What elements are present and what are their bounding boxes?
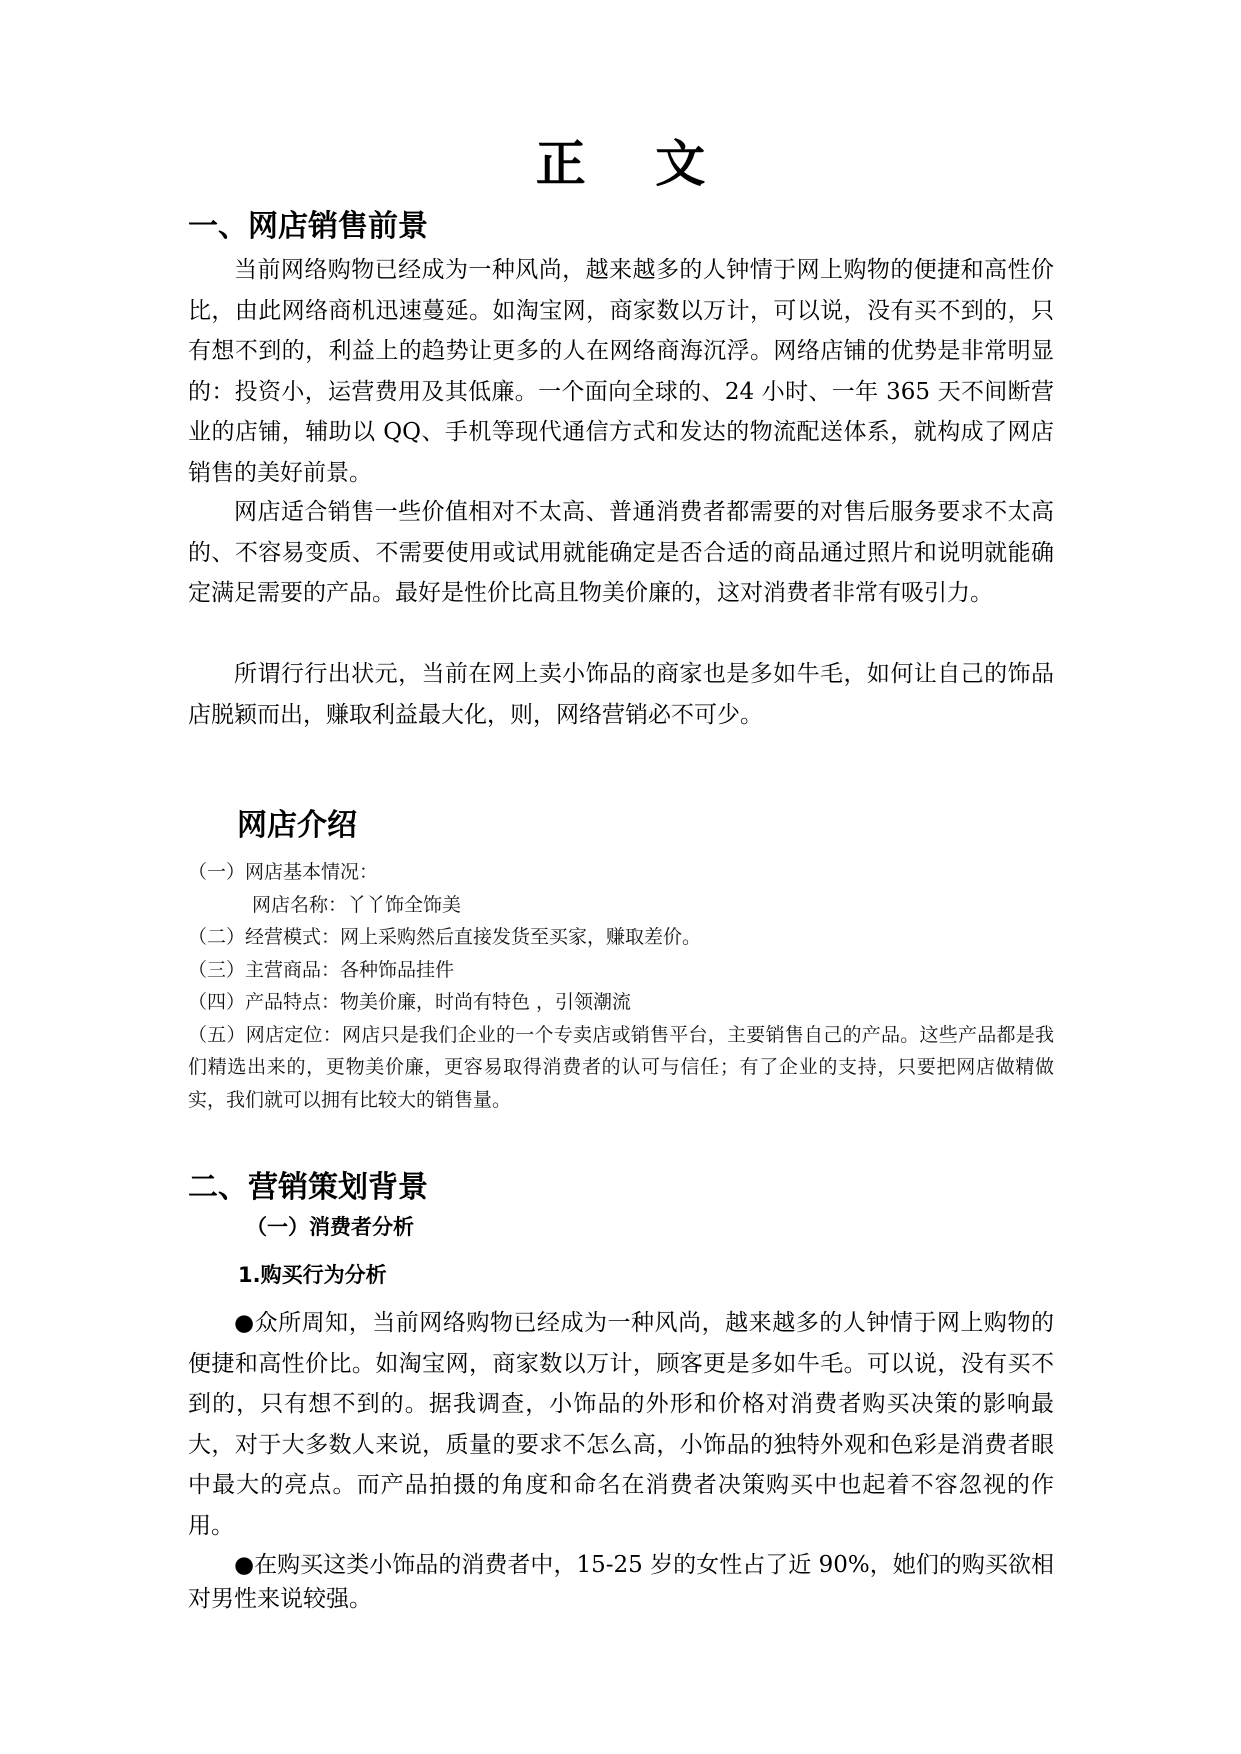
shop-intro-heading: 网店介绍 — [237, 808, 357, 843]
section2-paragraph-2: ●在购买这类小饰品的消费者中，15-25 岁的女性占了近 90%，她们的购买欲相对男性来说较强。 — [188, 1552, 1054, 1612]
shop-info-item: （一）网店基本情况： — [188, 861, 379, 883]
shop-info-item: （五）网店定位：网店只是我们企业的一个专卖店或销售平台，主要销售自己的产品。这些产品都是我们精选出来的，更物美价廉，更容易取得消费者的认可与信任；有了企业的支持，只要把网店做精做实，我们就可以拥有比较大的销售量。 — [188, 1023, 1054, 1111]
section1-paragraph-1: 当前网络购物已经成为一种风尚，越来越多的人钟情于网上购物的便捷和高性价比，由此网络商机迅速蔓延。如淘宝网，商家数以万计，可以说，没有买不到的，只有想不到的，利益上的趋势让更多的人在网络商海沉浮。网络店铺的优势是非常明显的：投资小，运营费用及其低廉。一个面向全球的、24 小时、一年 365 天不间断营业的店铺，辅助以 QQ、手机等现代通信方式和发达的物流配送体系，就构成了网店销售的美好前景。 — [188, 257, 1054, 486]
shop-info-item: （二）经营模式：网上采购然后直接发货至买家，赚取差价。 — [188, 926, 702, 948]
section1-paragraph-3: 所谓行行出状元，当前在网上卖小饰品的商家也是多如牛毛，如何让自己的饰品店脱颖而出，赚取利益最大化，则，网络营销必不可少。 — [188, 661, 1054, 728]
shop-name-item: 网店名称：丫丫饰全饰美 — [252, 893, 462, 916]
consumer-analysis-heading: （一）消费者分析 — [246, 1215, 414, 1239]
purchase-behavior-heading: 1.购买行为分析 — [238, 1263, 387, 1287]
shop-info-item: （四）产品特点：物美价廉，时尚有特色 ，引领潮流 — [188, 991, 632, 1013]
shop-info-item: （三）主营商品：各种饰品挂件 — [188, 958, 455, 981]
shop-info-list — [188, 856, 1054, 1116]
section1-heading: 一、网店销售前景 — [188, 209, 428, 244]
section2-heading: 二、营销策划背景 — [188, 1170, 428, 1205]
page-title: 正 文 — [535, 135, 732, 193]
section2-paragraph-1: ●众所周知，当前网络购物已经成为一种风尚，越来越多的人钟情于网上购物的便捷和高性价比。如淘宝网，商家数以万计，顾客更是多如牛毛。可以说，没有买不到的，只有想不到的。据我调查，小饰品的外形和价格对消费者购买决策的影响最大，对于大多数人来说，质量的要求不怎么高，小饰品的独特外观和色彩是消费者眼中最大的亮点。而产品拍摄的角度和命名在消费者决策购买中也起着不容忽视的作用。 — [188, 1310, 1054, 1539]
section1-paragraph-2: 网店适合销售一些价值相对不太高、普通消费者都需要的对售后服务要求不太高的、不容易变质、不需要使用或试用就能确定是否合适的商品通过照片和说明就能确定满足需要的产品。最好是性价比高且物美价廉的，这对消费者非常有吸引力。 — [188, 499, 1054, 606]
